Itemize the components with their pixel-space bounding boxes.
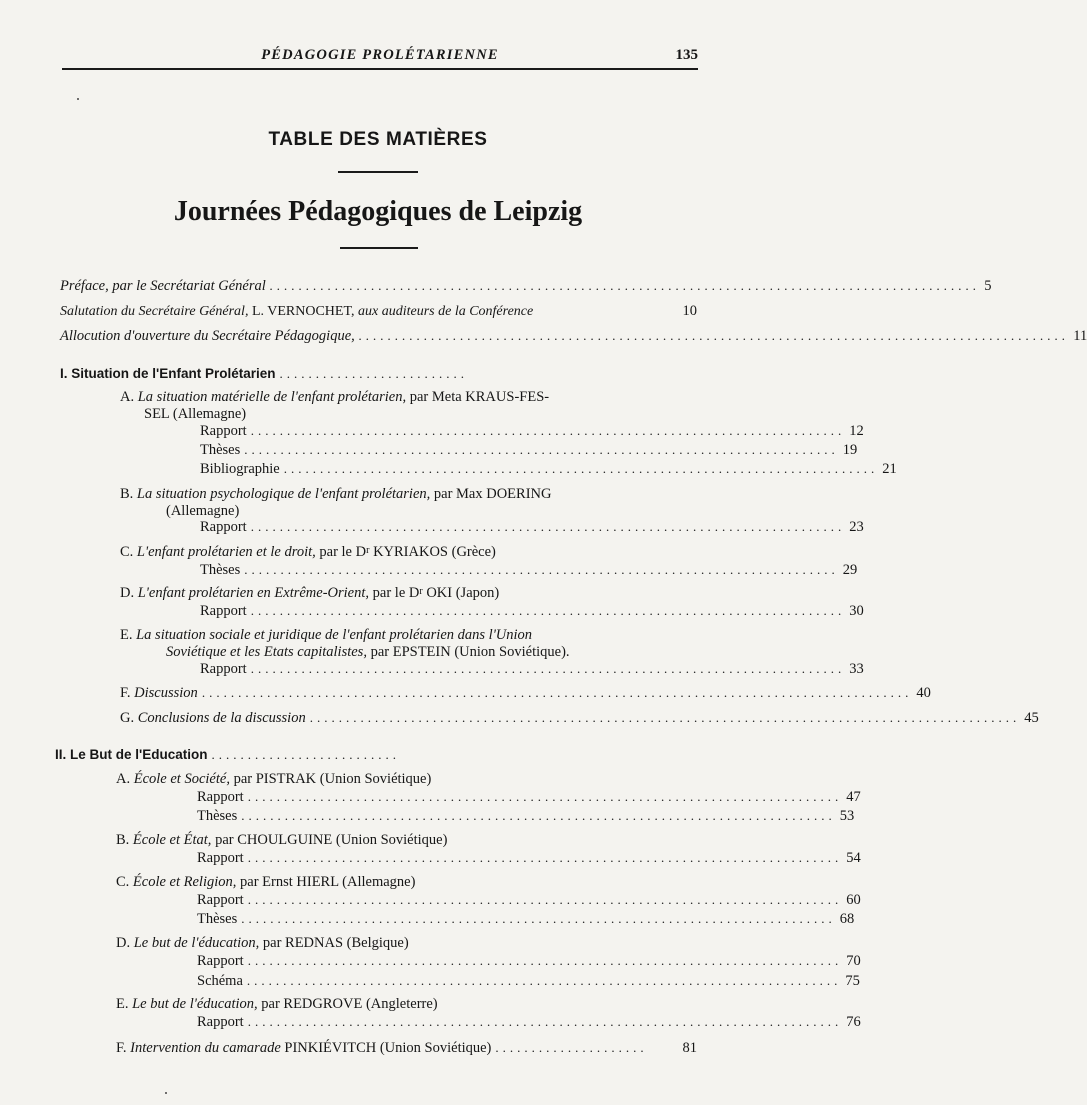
item-author: par REDNAS (Belgique) xyxy=(262,935,409,951)
subentry-page: 53 xyxy=(839,808,855,824)
leader-dots: .................................................................................................. xyxy=(269,278,981,293)
toc-entry xyxy=(60,327,1087,345)
item-title: Intervention du camarade xyxy=(130,1040,281,1056)
leader-dots: .................................................................................................. xyxy=(358,328,1070,343)
subentry-page: 30 xyxy=(849,603,864,619)
subentry-page: 60 xyxy=(846,892,861,908)
section-title: II. Le But de l'Education xyxy=(55,747,208,762)
item-continuation: (Allemagne) xyxy=(166,503,240,519)
item-title: La situation sociale et juridique de l'enfant prolétarien dans l'Union xyxy=(136,627,533,643)
toc-item xyxy=(120,627,700,661)
leader-dots: .................................................................................. xyxy=(250,603,846,618)
toc-title: TABLE DES MATIÈRES xyxy=(268,129,488,150)
toc-item xyxy=(120,585,700,602)
item-author: par CHOULGUINE (Union Soviétique) xyxy=(215,832,448,848)
leader-dots: .................................................................................. xyxy=(241,911,836,926)
entry-page: 11 xyxy=(1073,328,1087,344)
subentry-label: Thèses xyxy=(200,562,241,578)
toc-subentry xyxy=(197,788,861,806)
toc-item xyxy=(116,771,696,788)
toc-subentry xyxy=(200,602,864,620)
item-author: par le $D^r$ OKI (Japon) xyxy=(372,585,500,601)
toc-item xyxy=(116,935,696,952)
toc-subentry xyxy=(200,561,858,579)
item-title: L'enfant prolétarien et le droit, xyxy=(136,544,316,560)
toc-subentry xyxy=(197,952,861,970)
subentry-label: Rapport xyxy=(200,423,247,439)
scan-speck xyxy=(165,1092,167,1094)
page-number: 135 xyxy=(675,47,698,63)
toc-item xyxy=(116,874,696,891)
subentry-label: Rapport xyxy=(200,661,247,677)
leader-dots: .................................................................................. xyxy=(283,461,879,476)
subentry-page: 76 xyxy=(846,1014,861,1030)
subentry-label: Rapport xyxy=(197,850,244,866)
leader-dots: .......................... xyxy=(211,747,400,762)
toc-entry xyxy=(60,302,697,321)
scan-speck xyxy=(77,98,79,100)
subentry-label: Thèses xyxy=(197,808,238,824)
item-letter: C. xyxy=(120,544,134,560)
toc-subentry xyxy=(200,460,897,478)
toc-subentry xyxy=(200,441,858,459)
leader-dots: .................................................................................. xyxy=(247,892,843,907)
item-letter: B. xyxy=(120,486,134,502)
item-letter: F. xyxy=(116,1040,127,1056)
subentry-page: 70 xyxy=(846,953,861,969)
item-letter: A. xyxy=(116,771,131,787)
item-letter: F. xyxy=(120,685,131,701)
item-author: par le $D^r$ KYRIAKOS (Grèce) xyxy=(319,544,496,560)
item-title: L'enfant prolétarien en Extrême-Orient, xyxy=(137,585,370,601)
subentry-label: Rapport xyxy=(200,603,247,619)
toc-item xyxy=(120,486,700,520)
item-letter: C. xyxy=(116,874,130,890)
item-page: 81 xyxy=(682,1040,697,1056)
toc-item xyxy=(116,996,696,1013)
item-letter: E. xyxy=(120,627,133,643)
subentry-label: Rapport xyxy=(200,519,247,535)
section-heading xyxy=(60,365,468,383)
subentry-label: Thèses xyxy=(200,442,241,458)
subentry-page: 23 xyxy=(849,519,864,535)
toc-subentry xyxy=(200,518,864,536)
subentry-page: 33 xyxy=(849,661,864,677)
item-letter: G. xyxy=(120,710,135,726)
item-author: par PISTRAK (Union Soviétique) xyxy=(233,771,432,787)
leader-dots: .................................................................................................. xyxy=(201,685,913,700)
item-title: La situation matérielle de l'enfant prolétarien, xyxy=(137,389,407,405)
item-author: PINKIÉVITCH (Union Soviétique) xyxy=(284,1040,492,1056)
toc-item xyxy=(120,389,700,423)
toc-subentry xyxy=(197,910,855,928)
subentry-label: Schéma xyxy=(197,973,243,989)
item-title: École et Religion, xyxy=(132,874,237,890)
title-rule xyxy=(340,247,418,249)
subentry-label: Rapport xyxy=(197,789,244,805)
toc-subentry xyxy=(197,972,860,990)
item-letter: E. xyxy=(116,996,129,1012)
item-continuation: SEL (Allemagne) xyxy=(144,406,247,422)
leader-dots: .................................................................................. xyxy=(250,661,846,676)
toc-item xyxy=(116,1039,697,1057)
toc-entry xyxy=(60,277,992,295)
leader-dots: .................................................................................. xyxy=(244,562,839,577)
item-letter: A. xyxy=(120,389,135,405)
entry-page: 5 xyxy=(984,278,992,294)
subentry-page: 12 xyxy=(849,423,864,439)
subentry-label: Bibliographie xyxy=(200,461,280,477)
toc-subentry xyxy=(197,1013,861,1031)
leader-dots: .................................................................................. xyxy=(250,423,846,438)
toc-subentry xyxy=(200,422,864,440)
leader-dots: .................................................................................. xyxy=(250,519,846,534)
toc-item xyxy=(120,709,1039,727)
subentry-label: Rapport xyxy=(197,892,244,908)
toc-item xyxy=(120,684,931,702)
entry-label: Allocution d'ouverture du Secrétaire Pédagogique, xyxy=(60,328,355,344)
leader-dots: .................................................................................................. xyxy=(309,710,1021,725)
toc-subentry xyxy=(200,660,864,678)
item-author: par EPSTEIN (Union Soviétique). xyxy=(370,644,570,660)
item-letter: B. xyxy=(116,832,130,848)
toc-item xyxy=(116,832,696,849)
entry-page: 10 xyxy=(682,303,697,319)
toc-subentry xyxy=(197,891,861,909)
entry-label: Préface, par le Secrétariat Général xyxy=(60,278,266,294)
title-rule xyxy=(338,171,418,173)
item-author: par REDGROVE (Angleterre) xyxy=(261,996,438,1012)
item-title: La situation psychologique de l'enfant prolétarien, xyxy=(136,486,431,502)
leader-dots: .................................................................................. xyxy=(247,1014,843,1029)
item-title: Le but de l'éducation, xyxy=(133,935,260,951)
subentry-page: 68 xyxy=(839,911,855,927)
subentry-page: 19 xyxy=(842,442,858,458)
subentry-label: Rapport xyxy=(197,953,244,969)
item-title: Discussion xyxy=(134,685,198,701)
leader-dots: .................................................................................. xyxy=(247,850,843,865)
item-title: Conclusions de la discussion xyxy=(137,710,306,726)
item-title: Le but de l'éducation, xyxy=(132,996,258,1012)
leader-dots: .......................... xyxy=(279,366,468,381)
subentry-page: 54 xyxy=(846,850,861,866)
leader-dots: .................................................................................. xyxy=(241,808,836,823)
running-head xyxy=(62,44,698,70)
leader-dots: .................................................................................. xyxy=(244,442,839,457)
item-page: 45 xyxy=(1024,710,1039,726)
section-title: I. Situation de l'Enfant Prolétarien xyxy=(60,366,276,381)
subentry-page: 21 xyxy=(882,461,897,477)
toc-subentry xyxy=(197,807,855,825)
subentry-label: Thèses xyxy=(197,911,238,927)
item-author: par Meta KRAUS-FES- xyxy=(409,389,550,405)
leader-dots: ..................... xyxy=(495,1040,648,1055)
item-author: par Ernst HIERL (Allemagne) xyxy=(240,874,416,890)
item-letter: D. xyxy=(120,585,135,601)
subentry-page: 75 xyxy=(845,973,860,989)
item-letter: D. xyxy=(116,935,131,951)
entry-label: Salutation du Secrétaire Général, L. VERNOCHET, aux auditeurs de la Conférence xyxy=(60,304,534,319)
main-title: Journées Pédagogiques de Leipzig xyxy=(173,196,583,227)
running-head-title: PÉDAGOGIE PROLÉTARIENNE xyxy=(261,47,499,63)
leader-dots: .................................................................................. xyxy=(247,789,843,804)
item-author: par Max DOERING xyxy=(433,486,552,502)
toc-subentry xyxy=(197,849,861,867)
item-title: École et État, xyxy=(132,832,212,848)
section-heading xyxy=(55,746,400,764)
item-page: 40 xyxy=(916,685,931,701)
item-title: École et Société, xyxy=(133,771,230,787)
subentry-page: 47 xyxy=(846,789,861,805)
subentry-label: Rapport xyxy=(197,1014,244,1030)
item-continuation: Soviétique et les Etats capitalistes, xyxy=(166,644,367,660)
leader-dots: .................................................................................. xyxy=(247,953,843,968)
toc-item xyxy=(120,544,700,561)
leader-dots: .................................................................................. xyxy=(246,973,842,988)
subentry-page: 29 xyxy=(842,562,858,578)
